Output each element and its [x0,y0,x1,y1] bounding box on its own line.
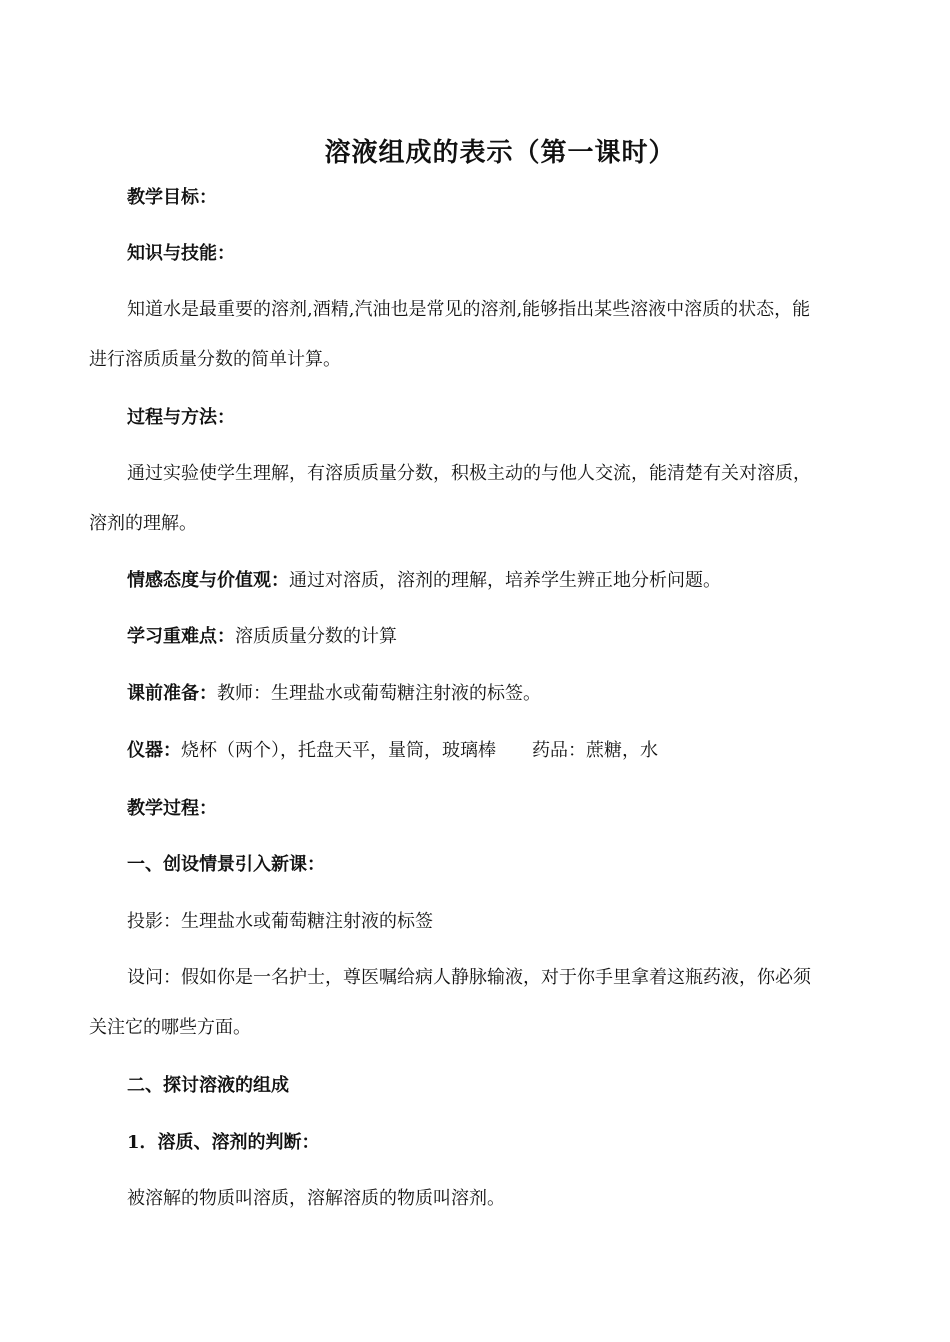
question-text-line-1: 设问：假如你是一名护士，尊医嘱给病人静脉输液，对于你手里拿着这瓶药液，你必须 [127,967,811,988]
key-points-paragraph [127,625,950,649]
emotion-paragraph [127,569,950,593]
question-text-line-2: 关注它的哪些方面。 [89,1017,251,1038]
instruments-paragraph [127,739,950,763]
instruments-label: 仪器： [127,740,181,761]
process-heading: 过程与方法： [127,407,235,428]
instruments-text: 烧杯（两个），托盘天平，量筒，玻璃棒 [181,740,496,761]
key-points-label: 学习重难点： [127,626,235,647]
knowledge-text-line-2: 进行溶质质量分数的简单计算。 [89,349,341,370]
objectives-heading: 教学目标： [127,187,217,208]
key-points-text: 溶质质量分数的计算 [235,626,397,647]
preparation-text: 教师：生理盐水或葡萄糖注射液的标签。 [217,683,541,704]
emotion-text: 通过对溶质，溶剂的理解，培养学生辨正地分析问题。 [289,570,721,591]
projection-text: 投影：生理盐水或葡萄糖注射液的标签 [127,911,433,932]
medicines-text: 药品：蔗糖，水 [532,740,658,761]
emotion-label: 情感态度与价值观： [127,570,289,591]
section-2-heading: 二、探讨溶液的组成 [127,1075,289,1096]
teaching-process-heading: 教学过程： [127,798,217,819]
process-text-line-2: 溶剂的理解。 [89,513,197,534]
document-title: 溶液组成的表示（第一课时） [324,138,676,168]
section-1-heading: 一、创设情景引入新课： [127,854,325,875]
preparation-paragraph [127,682,950,706]
process-text-line-1: 通过实验使学生理解，有溶质质量分数，积极主动的与他人交流，能清楚有关对溶质， [127,463,811,484]
subsection-1-heading: 1．溶质、溶剂的判断： [127,1132,320,1153]
knowledge-text-line-1: 知道水是最重要的溶剂,酒精,汽油也是常见的溶剂,能够指出某些溶液中溶质的状态，能 [127,299,811,320]
definition-text: 被溶解的物质叫溶质，溶解溶质的物质叫溶剂。 [127,1188,505,1209]
preparation-label: 课前准备： [127,683,217,704]
knowledge-heading: 知识与技能： [127,243,235,264]
